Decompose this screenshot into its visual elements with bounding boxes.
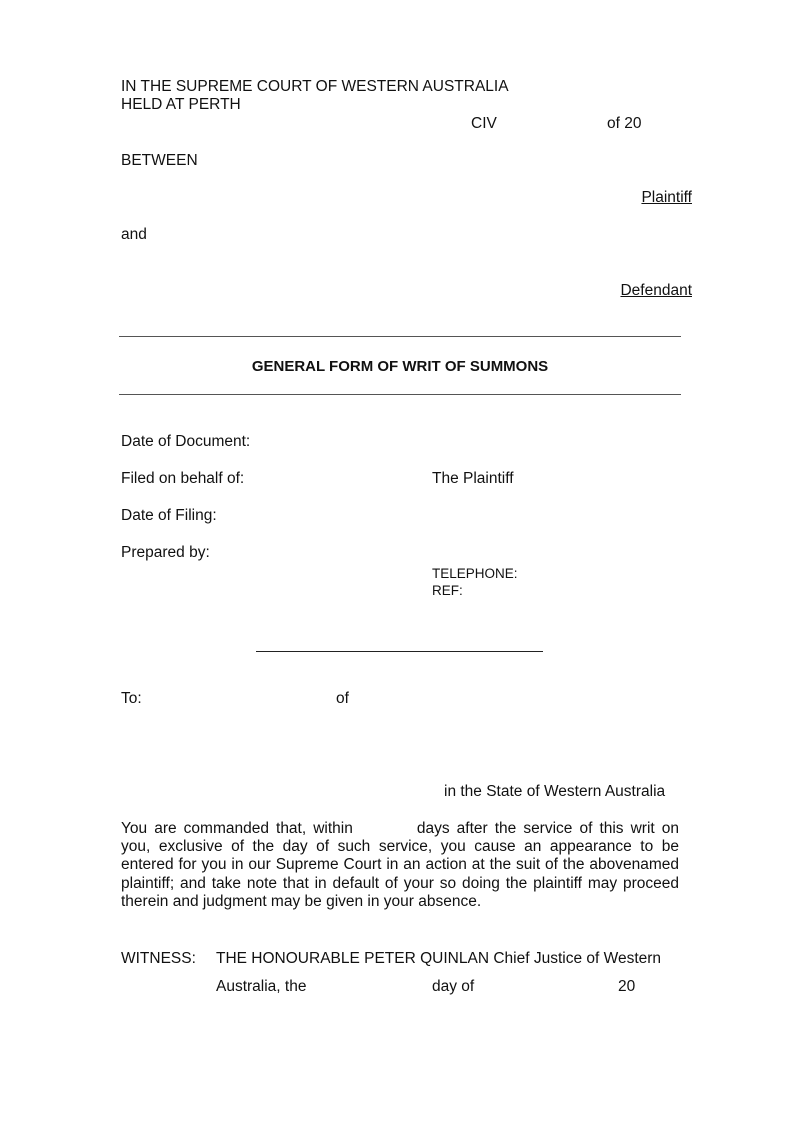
date-of-filing-label: Date of Filing: [121,507,217,524]
defendant-label: Defendant [620,282,692,299]
filed-on-behalf-value: The Plaintiff [432,470,514,487]
and-label: and [121,226,147,243]
date-of-document-label: Date of Document: [121,433,251,450]
witness-day-of: day of [432,978,475,995]
prepared-by-label: Prepared by: [121,544,210,561]
filed-on-behalf-label: Filed on behalf of: [121,470,245,487]
court-name: IN THE SUPREME COURT OF WESTERN AUSTRALIA [121,78,509,95]
witness-australia-the: Australia, the [216,978,307,995]
to-label: To: [121,690,142,707]
witness-line1: THE HONOURABLE PETER QUINLAN Chief Justice of Western [216,950,662,967]
divider-top [119,336,681,337]
telephone-label: TELEPHONE: [432,566,518,581]
state-label: in the State of Western Australia [444,783,666,800]
divider-bottom [119,394,681,395]
command-part2: days after the service of this writ on you, exclusive of the day of such service, you cause an appearance to be entered for you in our Supreme Court in an action at the suit of the abovenamed plaintiff; and take note that in default of your so doing the plaintiff may proceed therein and judgment may be given in your absence. [121,820,680,910]
between-label: BETWEEN [121,152,198,169]
command-paragraph [121,820,679,911]
ref-label: REF: [432,583,463,598]
witness-year: 20 [618,978,636,995]
document-title: GENERAL FORM OF WRIT OF SUMMONS [251,358,549,375]
held-at: HELD AT PERTH [121,96,241,113]
of-year-label: of 20 [607,115,642,132]
plaintiff-label: Plaintiff [641,189,692,206]
civ-label: CIV [471,115,497,132]
witness-label: WITNESS: [121,950,196,967]
of-label: of [336,690,349,707]
signature-line [256,651,543,652]
command-part1: You are commanded that, within [121,820,353,837]
